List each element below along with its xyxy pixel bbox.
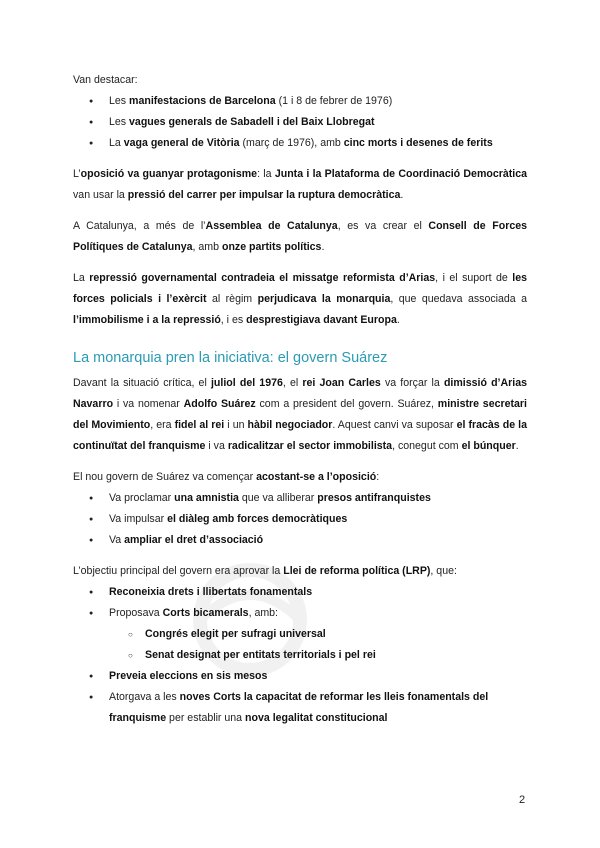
list-item: ● Proposava Corts bicamerals, amb: <box>73 603 527 624</box>
lrp-list <box>73 582 527 729</box>
protest-list <box>73 91 527 154</box>
paragraph-nou-govern: El nou govern de Suárez va començar acostant-se a l’oposició: <box>73 471 380 483</box>
government-actions-list <box>73 488 527 551</box>
document-page <box>73 70 527 729</box>
sub-list-item: ○ Congrés elegit per sufragi universal <box>73 624 527 645</box>
intro-text: Van destacar: <box>73 74 138 86</box>
list-item: ● Va proclamar una amnistia que va alliberar presos antifranquistes <box>73 488 527 509</box>
paragraph-davant: Davant la situació crítica, el juliol del 1976, el rei Joan Carles va forçar la dimissió d’Arias Navarro i va nomenar Adolfo Suárez com a president del govern. Suárez, ministre secretari del Movimiento, era fidel al rei i un hàbil negociador. Aquest canvi va suposar el fracàs de la continuïtat del franquisme i va radicalitzar el sector immobilista, conegut com el búnquer. <box>73 377 528 452</box>
list-item: ● Reconeixia drets i llibertats fonamentals <box>73 582 527 603</box>
list-item: ● La vaga general de Vitòria (març de 1976), amb cinc morts i desenes de ferits <box>73 133 527 154</box>
paragraph-oposicio: L’oposició va guanyar protagonisme: la Junta i la Plataforma de Coordinació Democràtica van usar la pressió del carrer per impulsar la ruptura democràtica. <box>73 168 527 201</box>
sub-list-item: ○ Senat designat per entitats territorials i pel rei <box>73 645 527 666</box>
list-item: ● Les vagues generals de Sabadell i del Baix Llobregat <box>73 112 527 133</box>
paragraph-repressio: La repressió governamental contradeia el missatge reformista d’Arias, i el suport de les forces policials i l’exèrcit al règim perjudicava la monarquia, que quedava associada a l’immobilisme i a la repressió, i es desprestigiava davant Europa. <box>73 272 527 326</box>
page-number: 2 <box>519 794 526 806</box>
list-item: ● Les manifestacions de Barcelona (1 i 8 de febrer de 1976) <box>73 91 527 112</box>
paragraph-objectiu: L’objectiu principal del govern era aprovar la Llei de reforma política (LRP), que: <box>73 565 457 577</box>
section-heading: La monarquia pren la iniciativa: el govern Suárez <box>73 350 388 366</box>
paragraph-catalunya: A Catalunya, a més de l’Assemblea de Catalunya, es va crear el Consell de Forces Polítiques de Catalunya, amb onze partits polítics. <box>73 220 527 253</box>
list-item: ● Atorgava a les noves Corts la capacitat de reformar les lleis fonamentals del franquisme per establir una nova legalitat constitucional <box>73 687 527 729</box>
list-item: ● Va ampliar el dret d’associació <box>73 530 527 551</box>
list-item: ● Va impulsar el diàleg amb forces democràtiques <box>73 509 527 530</box>
list-item: ● Preveia eleccions en sis mesos <box>73 666 527 687</box>
